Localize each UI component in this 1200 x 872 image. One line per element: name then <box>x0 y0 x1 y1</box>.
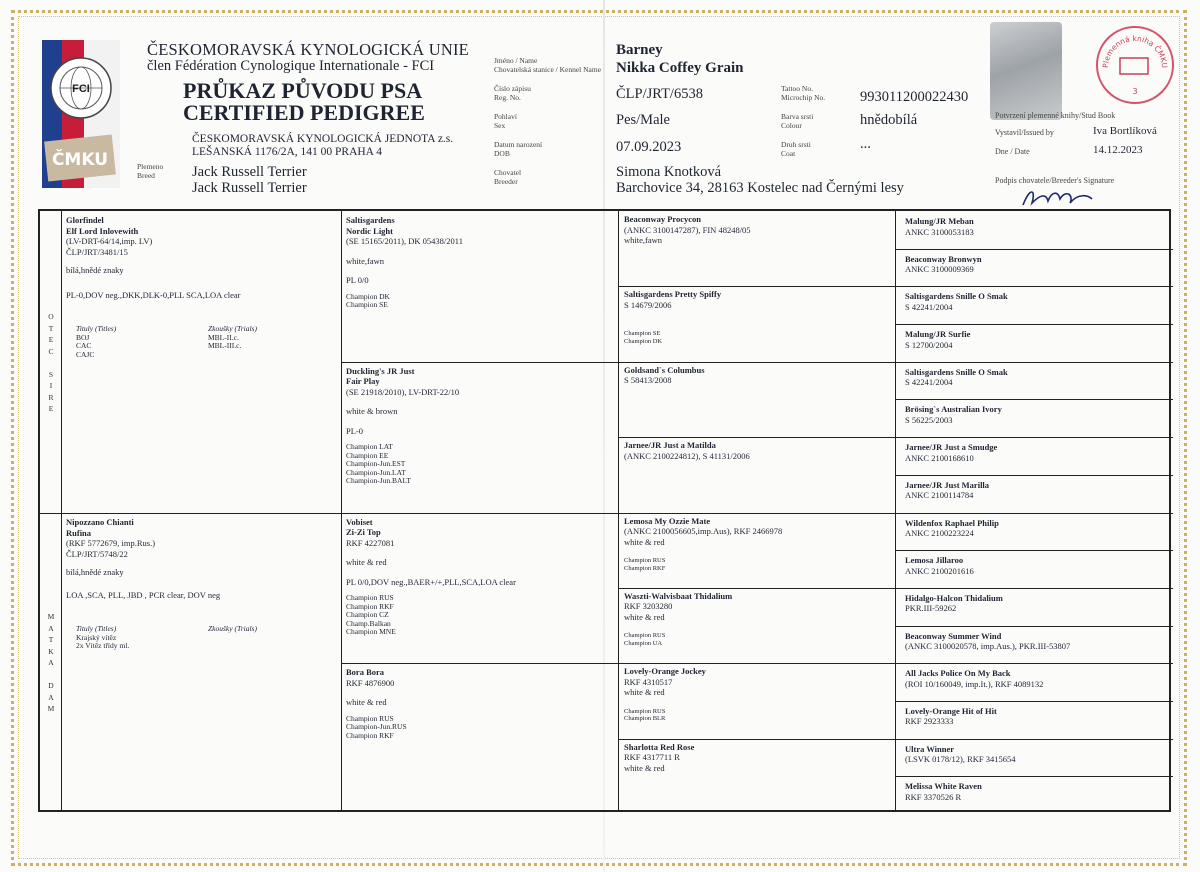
title-item: Champion-Jun.BALT <box>346 476 411 486</box>
title-item: Champion RKF <box>346 601 394 611</box>
breed-label: Plemeno Breed <box>137 162 164 180</box>
title-item: Champion RUS <box>624 632 666 640</box>
col-divider <box>618 211 619 810</box>
gen4-name: Malung/JR Surfie <box>905 329 971 340</box>
gen4-cell <box>905 555 1169 587</box>
side-letter: T <box>48 635 54 644</box>
title-item: Champion DK <box>624 337 663 345</box>
gen4-cell <box>905 593 1169 625</box>
gen4-reg: S 42241/2004 <box>905 301 953 312</box>
sire-reg: (LV-DRT-64/14,imp. LV) <box>66 236 153 246</box>
gen3-name: Lemosa My Ozzie Mate <box>624 515 711 526</box>
dog-reg: ČLP/JRT/6538 <box>616 86 703 102</box>
gen3-color: white & red <box>624 611 665 622</box>
title-item: Champion RUS <box>624 557 666 564</box>
gen4-reg: ANKC 2100114784 <box>905 490 974 501</box>
dam-reg-2: ČLP/JRT/5748/22 <box>66 548 128 559</box>
gen4-cell <box>905 631 1169 663</box>
trial-item: MBL-III.c. <box>208 341 242 350</box>
gen4-cell <box>905 404 1169 436</box>
breeder-address: Barchovice 34, 28163 Kostelec nad Černými lesy <box>616 180 904 196</box>
gen3-cell <box>624 666 890 736</box>
row-divider <box>895 701 1173 702</box>
gen4-name: Brösing`s Australian Ivory <box>905 404 1002 415</box>
chip-label: Tattoo No. Microchip No. <box>781 84 826 102</box>
side-letter: A <box>48 692 54 702</box>
gen2-color: white & red <box>346 697 387 708</box>
row-divider <box>895 324 1173 325</box>
gen2-health: PL 0/0 <box>346 275 369 285</box>
sire-reg-2: ČLP/JRT/3481/15 <box>66 246 128 257</box>
row-divider <box>895 776 1173 777</box>
gen3-name: Lovely-Orange Jockey <box>624 666 706 677</box>
title-item: 2x Vítěz třídy ml. <box>76 641 130 650</box>
side-letter: D <box>48 681 54 690</box>
gen3-cell <box>624 591 890 661</box>
colour-label: Barva srsti Colour <box>781 112 814 130</box>
fci-member: člen Fédération Cynologique Internationale - FCI <box>147 58 435 74</box>
titles-label: Tituly (Titles) <box>76 624 117 633</box>
issued-label: Vystavil/Issued by <box>995 128 1054 137</box>
gen4-name: Hidalgo-Halcon Thidalium <box>905 592 1003 603</box>
gen4-reg: ANKC 2100223224 <box>905 528 974 538</box>
title-item: Champion RKF <box>346 730 394 740</box>
gen3-name: Sharlotta Red Rose <box>624 741 695 752</box>
gen2-name: Duckling's JR Just <box>346 365 415 376</box>
side-letter: R <box>48 392 54 402</box>
gen3-color: white & red <box>624 762 665 773</box>
dog-name: Barney <box>616 42 663 58</box>
gen3-name: Jarnee/JR Just a Matilda <box>624 440 716 451</box>
sire-name-2: Elf Lord Inlovewith <box>66 225 139 236</box>
row-divider <box>895 249 1173 250</box>
gen4-reg: (LSVK 0178/12), RKF 3415654 <box>905 754 1016 765</box>
gen3-name: Waszti-Walvisbaat Thidalium <box>624 590 733 601</box>
stud-book-stamp <box>1096 26 1174 104</box>
row-divider <box>618 588 1173 589</box>
gen2-cell <box>346 215 614 360</box>
gen3-titles <box>624 632 890 647</box>
col-divider <box>895 211 896 810</box>
gen4-reg: S 12700/2004 <box>905 339 953 350</box>
row-divider <box>618 286 1173 287</box>
trials-label: Zkoušky (Trials) <box>208 324 257 333</box>
title-item: CAC <box>76 341 92 350</box>
side-letter: T <box>48 323 54 333</box>
title-item: CAJC <box>76 349 95 359</box>
gen2-titles <box>346 594 614 637</box>
issued-by: Iva Bortlíková <box>1093 125 1157 137</box>
stamp-text: Plemenná kniha ČMKU <box>1100 33 1170 69</box>
dam-health: LOA ,SCA, PLL, JBD , PCR clear, DOV neg <box>66 589 221 600</box>
dam-side-label <box>46 611 56 715</box>
breed-en: Jack Russell Terrier <box>192 180 307 196</box>
gen2-reg: RKF 4227081 <box>346 537 395 548</box>
gen4-cell <box>905 254 1169 286</box>
jednota-name: ČESKOMORAVSKÁ KYNOLOGICKÁ JEDNOTA z.s. <box>192 133 454 145</box>
title-cz: PRŮKAZ PŮVODU PSA <box>183 78 423 103</box>
gen2-cell <box>346 667 614 812</box>
row-divider <box>895 399 1173 400</box>
breeder-signature <box>1018 185 1098 211</box>
side-letter: K <box>48 646 54 656</box>
gen3-titles <box>624 557 890 572</box>
breed-cz: Jack Russell Terrier <box>192 164 307 180</box>
dog-sex: Pes/Male <box>616 112 670 128</box>
breeder-label: Chovatel Breeder <box>494 168 522 186</box>
dam-trials <box>208 625 328 634</box>
dam-reg: (RKF 5772679, imp.Rus.) <box>66 538 156 548</box>
title-item: Champion UA <box>624 639 663 647</box>
col-divider <box>61 211 62 810</box>
titles-label: Tituly (Titles) <box>76 324 117 333</box>
gen4-reg: S 56225/2003 <box>905 414 953 425</box>
gen3-name: Saltisgardens Pretty Spiffy <box>624 289 722 300</box>
gen4-cell <box>905 706 1169 738</box>
gen4-cell <box>905 781 1169 813</box>
gen4-reg: PKR.III-59262 <box>905 603 957 614</box>
org-name: ČESKOMORAVSKÁ KYNOLOGICKÁ UNIE <box>147 40 469 59</box>
dam-name: Nipozzano Chianti <box>66 517 134 527</box>
title-item: Champion LAT <box>346 442 393 452</box>
gen3-reg: (ANKC 3100147287), FIN 48248/05 <box>624 224 751 235</box>
gen2-name-2: Fair Play <box>346 376 380 387</box>
gen2-color: white,fawn <box>346 255 385 266</box>
cmku-logo-text: ČMKU <box>51 150 109 170</box>
gen4-reg: (ANKC 3100020578, imp.Aus.), PKR.III-53807 <box>905 641 1071 652</box>
gen4-name: Jarnee/JR Just a Smudge <box>905 442 998 453</box>
gen2-titles <box>346 715 614 741</box>
dam-name-2: Rufina <box>66 527 92 538</box>
gen4-reg: ANKC 2100201616 <box>905 565 974 576</box>
title-item: Champion-Jun.EST <box>346 459 406 469</box>
gen3-cell <box>624 289 890 359</box>
gen3-cell <box>624 516 890 586</box>
gen4-reg: S 42241/2004 <box>905 377 953 388</box>
sire-health: PL-0,DOV neg.,DKK,DLK-0,PLL SCA,LOA clear <box>66 289 241 300</box>
title-item: Champion RUS <box>624 707 666 715</box>
gen2-reg: (SE 21918/2010), LV-DRT-22/10 <box>346 386 460 397</box>
coat-label: Druh srsti Coat <box>781 140 811 158</box>
gen2-name-2: Zi-Zi Top <box>346 527 381 537</box>
svg-text:Plemenná kniha ČMKU <box>1101 34 1169 68</box>
gen4-reg: (ROI 10/160049, imp.It.), RKF 4089132 <box>905 678 1044 689</box>
gen3-cell <box>624 742 890 812</box>
row-divider <box>895 550 1173 551</box>
gen4-cell <box>905 480 1169 512</box>
gen3-color: white,fawn <box>624 235 663 245</box>
title-item: Champion-Jun.LAT <box>346 467 406 477</box>
sex-label: Pohlaví Sex <box>494 112 517 130</box>
gen4-name: Beaconway Bronwyn <box>905 253 982 264</box>
gen4-name: Lovely-Orange Hit of Hit <box>905 705 997 716</box>
side-letter: O <box>48 312 54 321</box>
row-divider <box>618 437 1173 438</box>
gen3-reg: RKF 4310517 <box>624 676 673 687</box>
row-divider <box>895 475 1173 476</box>
gen4-cell <box>905 744 1169 776</box>
gen2-cell <box>346 517 614 662</box>
gen2-health: PL 0/0,DOV neg.,BAER+/+,PLL,SCA,LOA clear <box>346 576 516 587</box>
dam-color: bílá,hnědé znaky <box>66 567 124 577</box>
title-item: Champion RUS <box>346 713 394 723</box>
gen4-name: Melissa White Raven <box>905 781 982 792</box>
col-divider <box>341 211 342 810</box>
trial-item: MBL-II.c. <box>208 332 239 342</box>
gen3-titles <box>624 330 890 345</box>
gen4-reg: ANKC 2100168610 <box>905 452 974 463</box>
gen4-name: Ultra Winner <box>905 743 955 754</box>
dog-dob: 07.09.2023 <box>616 139 682 155</box>
side-letter: A <box>48 658 54 667</box>
sire-side-label <box>46 311 56 415</box>
gen4-name: All Jacks Police On My Back <box>905 668 1011 679</box>
title-item: Champion MNE <box>346 627 396 636</box>
dog-coat: ... <box>860 136 871 152</box>
title-item: Champion CZ <box>346 610 389 619</box>
sire-cell <box>66 215 336 511</box>
sire-color: bílá,hnědé znaky <box>66 265 124 275</box>
title-item: Champion SE <box>624 330 661 338</box>
row-divider <box>341 362 1173 363</box>
gen3-cell <box>624 214 890 284</box>
gen4-cell <box>905 668 1169 700</box>
confirm-label: Potvrzení plemenné knihy/Stud Book <box>995 111 1116 120</box>
gen2-cell <box>346 366 614 511</box>
side-letter: M <box>47 612 55 621</box>
gen4-name: Wildenfox Raphael Philip <box>905 517 999 528</box>
title-item: Champion SE <box>346 300 388 309</box>
gen4-cell <box>905 329 1169 361</box>
row-divider <box>341 663 1173 664</box>
row-divider <box>618 739 1173 740</box>
gen3-reg: S 14679/2006 <box>624 299 672 310</box>
gen4-name: Malung/JR Meban <box>905 216 974 226</box>
title-item: Champ.Balkan <box>346 618 391 628</box>
title-item: BOJ <box>76 332 90 342</box>
gen3-reg: RKF 3203280 <box>624 601 673 612</box>
gen4-name: Saltisgardens Snille O Smak <box>905 291 1008 302</box>
side-letter: E <box>48 404 54 413</box>
gen2-reg: (SE 15165/2011), DK 05438/2011 <box>346 236 463 246</box>
breeder-name: Simona Knotková <box>616 164 722 180</box>
fci-logo-text: FCI <box>72 83 90 95</box>
side-letter: S <box>48 369 54 379</box>
sire-name: Glorfindel <box>66 215 104 225</box>
dog-kennel: Nikka Coffey Grain <box>616 60 744 76</box>
jednota-address: LEŠANSKÁ 1176/2A, 141 00 PRAHA 4 <box>192 146 382 158</box>
trials-label: Zkoušky (Trials) <box>208 624 257 633</box>
gen2-name-2: Nordic Light <box>346 225 393 236</box>
reg-label: Číslo zápisu Reg. No. <box>494 84 531 102</box>
gen3-color: white & red <box>624 687 665 698</box>
gen3-name: Beaconway Procycon <box>624 214 702 224</box>
side-letter: C <box>48 346 54 356</box>
gen4-reg: RKF 2923333 <box>905 716 954 727</box>
gen3-titles <box>624 708 890 723</box>
hologram-stamp <box>990 22 1062 120</box>
gen3-cell <box>624 440 890 510</box>
signature-label: Podpis chovatele/Breeder's Signature <box>995 176 1115 185</box>
gen2-titles <box>346 443 614 486</box>
side-letter: I <box>49 381 53 390</box>
title-item: Champion EE <box>346 450 389 460</box>
gen4-cell <box>905 518 1169 550</box>
gen3-reg: (ANKC 2100056605,imp.Aus), RKF 2466978 <box>624 526 783 536</box>
gen4-cell <box>905 367 1169 399</box>
gen4-reg: RKF 3370526 R <box>905 791 962 802</box>
side-letter: E <box>48 335 54 344</box>
dam-cell <box>66 517 336 812</box>
gen2-name: Vobiset <box>346 516 373 527</box>
gen3-cell <box>624 365 890 435</box>
fci-cmku-logo <box>42 40 120 188</box>
gen3-reg: RKF 4317711 R <box>624 752 680 763</box>
gen2-name: Bora Bora <box>346 667 385 678</box>
row-divider <box>895 626 1173 627</box>
title-en: CERTIFIED PEDIGREE <box>183 100 425 125</box>
dam-titles <box>76 625 196 651</box>
side-letter: A <box>48 623 54 633</box>
gen2-titles <box>346 293 614 310</box>
gen3-color: white & red <box>624 536 665 547</box>
side-letter <box>46 669 56 681</box>
side-letter: M <box>47 704 55 713</box>
dog-colour: hnědobílá <box>860 112 918 128</box>
gen2-health: PL-0 <box>346 425 363 436</box>
title-item: Krajský vítěz <box>76 632 117 642</box>
gen3-name: Goldsand`s Columbus <box>624 364 705 375</box>
gen2-color: white & brown <box>346 406 398 417</box>
name-label: Jméno / Name Chovatelská stanice / Kennel Name <box>494 56 602 74</box>
gen2-reg: RKF 4876900 <box>346 677 395 688</box>
gen4-cell <box>905 442 1169 474</box>
gen4-name: Lemosa Jillaroo <box>905 555 964 566</box>
title-item: Champion DK <box>346 291 390 301</box>
pedigree-table <box>38 209 1171 812</box>
gen2-name: Saltisgardens <box>346 215 395 225</box>
sire-trials <box>208 325 328 351</box>
gen3-reg: (ANKC 2100224812), S 41131/2006 <box>624 450 750 461</box>
date-label: Dne / Date <box>995 147 1030 156</box>
sire-titles <box>76 325 196 359</box>
gen4-name: Saltisgardens Snille O Smak <box>905 366 1008 377</box>
gen4-cell <box>905 216 1169 248</box>
gen2-color: white & red <box>346 557 387 567</box>
title-item: Champion BLR <box>624 715 666 723</box>
gen4-reg: ANKC 3100009369 <box>905 264 974 275</box>
chip-number: 993011200022430 <box>860 89 969 105</box>
title-item: Champion-Jun.RUS <box>346 722 407 732</box>
gen4-reg: ANKC 3100053183 <box>905 226 974 237</box>
stamp-number: 3 <box>1132 87 1138 96</box>
dob-label: Datum narození DOB <box>494 140 543 158</box>
title-item: Champion RUS <box>346 593 394 602</box>
gen3-reg: S 58413/2008 <box>624 375 672 386</box>
side-letter <box>46 357 56 369</box>
row-divider <box>40 513 1173 514</box>
gen4-cell <box>905 291 1169 323</box>
issue-date: 14.12.2023 <box>1093 144 1143 156</box>
title-item: Champion RKF <box>624 564 666 572</box>
gen4-name: Beaconway Summer Wind <box>905 630 1002 641</box>
gen4-name: Jarnee/JR Just Marilla <box>905 479 990 490</box>
